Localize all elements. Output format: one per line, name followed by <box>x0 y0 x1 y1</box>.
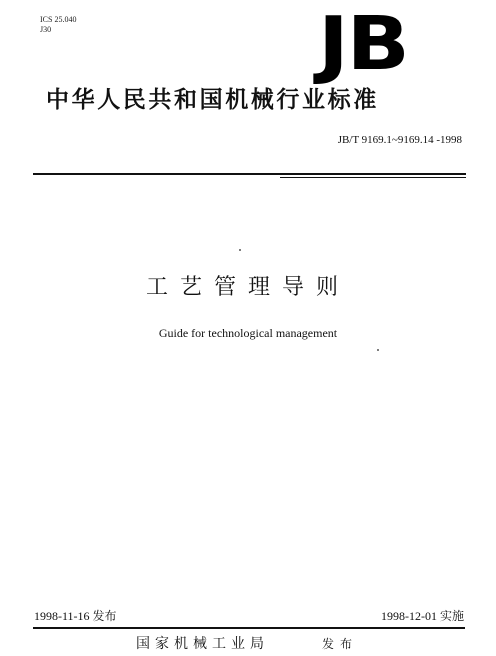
footer-divider <box>33 627 465 629</box>
jb-logo: JB <box>318 1 408 87</box>
scan-speck <box>239 249 241 251</box>
classification-block <box>40 15 76 35</box>
header-divider <box>33 173 466 175</box>
document-title: 工艺管理导则 <box>145 275 350 300</box>
scan-speck <box>377 349 379 351</box>
issue-date: 1998-11-16 发布 <box>34 609 117 623</box>
header-divider-thin <box>280 177 466 178</box>
classification-code: J30 <box>40 25 52 34</box>
ics-code: ICS 25.040 <box>40 15 77 24</box>
publish-label: 发布 <box>322 637 359 651</box>
effective-date: 1998-12-01 实施 <box>381 609 464 623</box>
standard-type-heading: 中华人民共和国机械行业标准 <box>46 87 379 113</box>
document-title-english: Guide for technological management <box>158 326 338 340</box>
standard-number: JB/T 9169.1~9169.14 -1998 <box>337 134 462 146</box>
publisher-name: 国家机械工业局 <box>136 636 269 652</box>
